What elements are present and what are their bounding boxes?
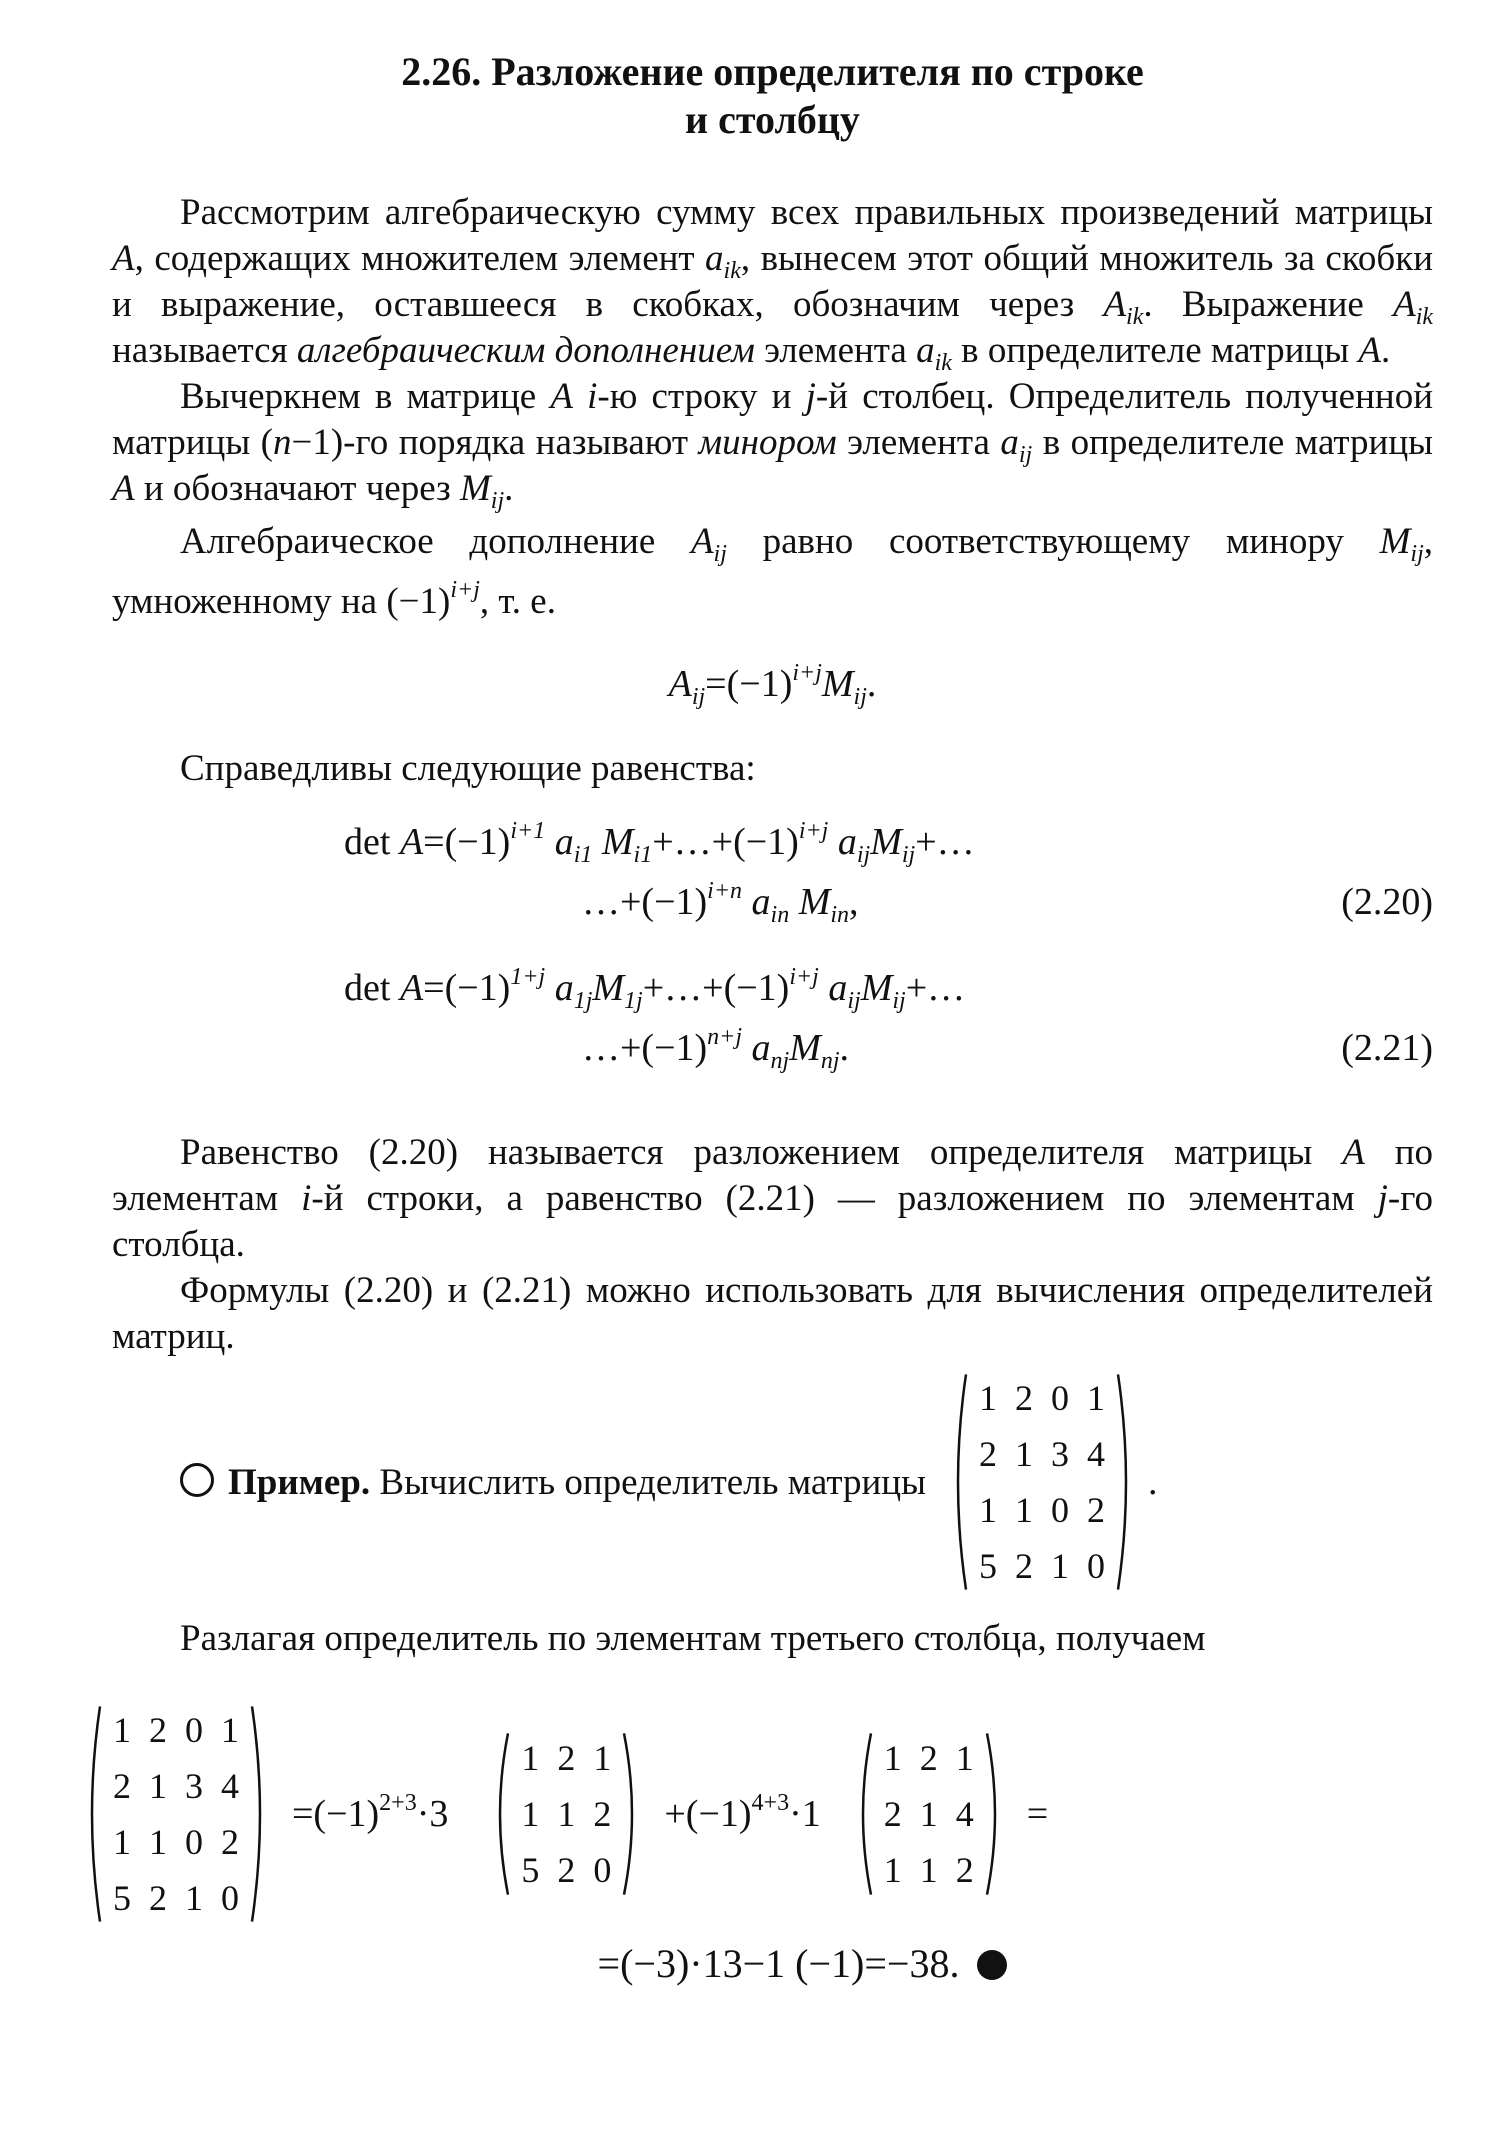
example-label: Пример. [228, 1461, 371, 1503]
example-row [112, 1370, 1433, 1594]
matrix-table [512, 1730, 620, 1898]
matrix-cell: 1 [1086, 1378, 1105, 1418]
matrix-cell: 2 [557, 1738, 576, 1778]
text: -й строки, а равенство (2.21) — разложением по элементам [311, 1178, 1378, 1219]
matrix-cell: 1 [978, 1378, 997, 1418]
term-algebraic-complement: алгебраическим дополнением [296, 330, 755, 371]
text: det [344, 821, 400, 863]
var-a: a [742, 881, 771, 923]
matrix-row [875, 1842, 983, 1898]
var-a: a [545, 967, 574, 1009]
text: ·1 [789, 1793, 821, 1835]
example-start-circle-icon [180, 1463, 214, 1497]
matrix-cell: 2 [1014, 1378, 1033, 1418]
var-M: M [459, 468, 491, 509]
eq-2-21-line1 [112, 966, 1433, 1026]
matrix-cell: 2 [221, 1822, 239, 1862]
matrix-table [875, 1730, 983, 1898]
matrix-cell: 1 [883, 1850, 902, 1890]
text: , умноженному на (−1) [112, 521, 1433, 622]
paragraph-third-column: Разлагая определитель по элементам третьего столбца, получаем [180, 1618, 1206, 1659]
var-A: A [399, 821, 424, 863]
text: =(−1) [423, 967, 511, 1009]
formula-aij [112, 660, 1433, 710]
subscript: 1j [624, 988, 643, 1014]
paragraph-usage: Формулы (2.20) и (2.21) можно использовать для вычисления определителей матриц. [112, 1270, 1433, 1357]
matrix-cell: 0 [185, 1822, 203, 1862]
matrix-cell: 1 [149, 1766, 167, 1806]
matrix-row [512, 1786, 620, 1842]
var-M: M [592, 967, 625, 1009]
matrix-row [970, 1370, 1114, 1426]
eq-content [344, 818, 975, 868]
var-M: M [789, 1027, 821, 1069]
subscript: 1j [573, 988, 593, 1014]
exponent: i+j [450, 577, 480, 603]
term-minor: минором [698, 422, 837, 463]
matrix-row [875, 1730, 983, 1786]
right-paren [1114, 1370, 1136, 1594]
text: +… [905, 967, 966, 1009]
var-i: i [301, 1178, 312, 1219]
text: +(−1) [664, 1793, 752, 1835]
text: det [344, 967, 400, 1009]
operator-term1 [292, 1792, 448, 1836]
var-A: A [1103, 284, 1127, 325]
subscript: ik [723, 258, 741, 284]
left-paren [853, 1730, 875, 1898]
matrix-cell: 4 [1086, 1434, 1105, 1474]
subscript: ik [1126, 304, 1144, 330]
example-statement [180, 1461, 926, 1504]
matrix-row [970, 1538, 1114, 1594]
section-title-text1: Разложение определителя по строке [491, 49, 1144, 94]
var-A: A [112, 468, 135, 509]
section-number: 2.26. [401, 49, 482, 94]
matrix-cell: 3 [1050, 1434, 1069, 1474]
text: …+(−1) [582, 1027, 708, 1069]
subscript: ij [892, 988, 906, 1014]
var-A: A [399, 967, 424, 1009]
matrix-cell: 5 [978, 1546, 997, 1586]
matrix-cell: 0 [1050, 1378, 1069, 1418]
text: Алгебраическое дополнение [180, 521, 691, 562]
section-title-line1 [112, 48, 1433, 96]
matrix-row [104, 1814, 248, 1870]
matrix-cell: 5 [521, 1850, 540, 1890]
paragraph-expansion-names [112, 1130, 1433, 1268]
text: +…+(−1) [642, 967, 790, 1009]
text: равно соответствующему минору [726, 521, 1380, 562]
text: . Выражение [1143, 284, 1394, 325]
matrix-cell: 1 [593, 1738, 612, 1778]
var-j: j [1377, 1178, 1388, 1219]
text: , [849, 881, 859, 923]
subscript: in [830, 902, 850, 928]
var-A: A [1358, 330, 1381, 371]
var-a: a [742, 1027, 771, 1069]
section-title-line2: и столбцу [685, 97, 860, 142]
matrix-4x4 [82, 1702, 270, 1926]
text: Вычеркнем в матрице [180, 376, 551, 417]
subscript: ij [1018, 442, 1033, 468]
var-A: A [112, 238, 135, 279]
var-A: A [550, 376, 573, 417]
var-a: a [545, 821, 574, 863]
text: =(−1) [423, 821, 511, 863]
matrix-cell: 1 [185, 1878, 203, 1918]
matrix-cell: 1 [521, 1738, 540, 1778]
operator-term2 [664, 1792, 820, 1836]
example-text: Вычислить определитель матрицы [370, 1461, 926, 1503]
text: по элементам [112, 1132, 1433, 1219]
matrix-table [104, 1702, 248, 1926]
matrix-table [970, 1370, 1114, 1594]
eq-2-21-line2 [112, 1026, 1433, 1086]
text: элемента [836, 422, 1001, 463]
matrix-cell: 1 [557, 1794, 576, 1834]
text: -ю строку и [597, 376, 806, 417]
subscript: i1 [573, 842, 593, 868]
text: -го столбца. [112, 1178, 1433, 1265]
eq-content [344, 964, 966, 1014]
var-M: M [860, 967, 893, 1009]
section-title [112, 48, 1433, 144]
matrix-cell: 1 [1050, 1546, 1069, 1586]
final-result [172, 1940, 1433, 1987]
text: в определителе матрицы [1032, 422, 1433, 463]
paragraph-algebraic-complement [112, 190, 1433, 374]
matrix-cell: 2 [919, 1738, 938, 1778]
matrix-row [104, 1870, 248, 1926]
var-a: a [828, 821, 857, 863]
exponent: i+j [798, 818, 829, 844]
exponent: i+1 [510, 818, 546, 844]
matrix-cell: 0 [593, 1850, 612, 1890]
matrix-cell: 4 [221, 1766, 239, 1806]
matrix-cell: 0 [185, 1710, 203, 1750]
matrix-cell: 5 [113, 1878, 131, 1918]
matrix-3x3-minor-a [490, 1730, 642, 1898]
matrix-cell: 2 [557, 1850, 576, 1890]
text: , вынесем этот общий множитель за скобки и выражение, оставшееся в скобках, обозначим через [112, 238, 1433, 325]
paragraph-relation [112, 512, 1433, 632]
subscript: ij [1410, 541, 1424, 567]
operator-equals: = [1026, 1793, 1049, 1835]
matrix-row [104, 1758, 248, 1814]
left-paren [948, 1370, 970, 1594]
matrix-cell: 1 [149, 1822, 167, 1862]
text: Рассмотрим алгебраическую сумму всех правильных произведений матрицы [180, 192, 1433, 233]
eq-2-20-line1 [112, 820, 1433, 880]
right-paren [248, 1702, 270, 1926]
text: элемента [754, 330, 917, 371]
matrix-cell: 2 [593, 1794, 612, 1834]
subscript: ij [490, 488, 505, 514]
matrix-cell: 0 [1086, 1546, 1105, 1586]
matrix-cell: 0 [221, 1878, 239, 1918]
matrix-cell: 2 [149, 1878, 167, 1918]
matrix-cell: 0 [1050, 1490, 1069, 1530]
matrix-cell: 1 [883, 1738, 902, 1778]
var-A: A [690, 521, 714, 562]
text: -й столбец. Определитель полученной матрицы ( [112, 376, 1433, 463]
matrix-cell: 1 [955, 1738, 974, 1778]
text: . [504, 468, 514, 509]
subscript: ij [856, 842, 871, 868]
example-end-dot-icon [977, 1950, 1007, 1980]
text: =(−1) [292, 1793, 380, 1835]
subscript: i1 [633, 842, 653, 868]
subscript: ij [713, 541, 727, 567]
matrix-cell: 2 [883, 1794, 902, 1834]
matrix-row [512, 1730, 620, 1786]
text: −1)-го порядка называют [291, 422, 699, 463]
left-paren [490, 1730, 512, 1898]
var-M: M [592, 821, 634, 863]
subscript: ik [1415, 304, 1434, 330]
eq-content [582, 878, 859, 928]
matrix-cell: 2 [1086, 1490, 1105, 1530]
text: Равенство (2.20) называется разложением определителя матрицы [180, 1132, 1343, 1173]
text: =(−1) [705, 663, 793, 705]
subscript: ij [691, 684, 706, 710]
matrix-cell: 1 [221, 1710, 239, 1750]
var-a: a [1000, 422, 1019, 463]
text: …+(−1) [582, 881, 708, 923]
matrix-row [970, 1426, 1114, 1482]
right-paren [983, 1730, 1005, 1898]
left-paren [82, 1702, 104, 1926]
matrix-row [970, 1482, 1114, 1538]
text: , т. е. [479, 581, 556, 622]
matrix-cell: 1 [919, 1850, 938, 1890]
var-A: A [1342, 1132, 1365, 1173]
text: . [839, 1027, 850, 1069]
var-M: M [870, 821, 902, 863]
text: ·3 [416, 1793, 449, 1835]
exponent: 2+3 [379, 1790, 417, 1816]
exponent: 4+3 [751, 1790, 790, 1816]
var-i: i [587, 376, 598, 417]
matrix-cell: 2 [113, 1766, 131, 1806]
text: называется [112, 330, 297, 371]
text: . [1380, 330, 1391, 371]
text: в определителе матрицы [951, 330, 1359, 371]
matrix-3x3-minor-b [853, 1730, 1005, 1898]
matrix-cell: 4 [955, 1794, 974, 1834]
matrix-row [104, 1702, 248, 1758]
subscript: ik [934, 350, 952, 376]
matrix-cell: 1 [1014, 1490, 1033, 1530]
matrix-row [875, 1786, 983, 1842]
eq-2-20-line2 [112, 880, 1433, 940]
matrix-cell: 2 [149, 1710, 167, 1750]
matrix-cell: 1 [113, 1822, 131, 1862]
var-n: n [272, 422, 292, 463]
equation-number-2-20: (2.20) [1341, 881, 1433, 923]
expansion-row [82, 1702, 1433, 1926]
right-paren [620, 1730, 642, 1898]
paragraph-minor [112, 374, 1433, 512]
subscript: ij [853, 684, 867, 710]
text: . [866, 663, 877, 705]
matrix-cell: 1 [978, 1490, 997, 1530]
var-M: M [1379, 521, 1411, 562]
var-A: A [1393, 284, 1416, 325]
exponent: i+j [789, 964, 819, 990]
text: +… [915, 821, 975, 863]
matrix-cell: 2 [978, 1434, 997, 1474]
matrix-cell: 1 [113, 1710, 131, 1750]
text: +…+(−1) [652, 821, 799, 863]
matrix-row [512, 1842, 620, 1898]
matrix-4x4 [948, 1370, 1136, 1594]
exponent: i+n [707, 878, 743, 904]
var-M: M [789, 881, 831, 923]
var-a: a [818, 967, 848, 1009]
subscript: ij [847, 988, 861, 1014]
subscript: nj [770, 1048, 790, 1074]
result-text: =(−3)·13−1 (−1)=−38. [597, 1941, 960, 1986]
exponent: n+j [707, 1024, 743, 1050]
exponent: i+j [792, 660, 822, 686]
var-M: M [821, 663, 854, 705]
equation-number-2-21: (2.21) [1341, 1027, 1433, 1069]
matrix-cell: 1 [919, 1794, 938, 1834]
subscript: ij [901, 842, 916, 868]
var-j: j [805, 376, 816, 417]
text: , содержащих множителем элемент [134, 238, 706, 279]
matrix-cell: 2 [955, 1850, 974, 1890]
matrix-cell: 1 [1014, 1434, 1033, 1474]
matrix-cell: 3 [185, 1766, 203, 1806]
text: и обозначают через [134, 468, 460, 509]
subscript: nj [820, 1048, 840, 1074]
exponent: 1+j [510, 964, 546, 990]
var-A: A [668, 663, 692, 705]
paragraph-equalities-intro: Справедливы следующие равенства: [180, 748, 756, 789]
text: . [1147, 1461, 1158, 1503]
var-a: a [705, 238, 724, 279]
matrix-cell: 1 [521, 1794, 540, 1834]
var-a: a [916, 330, 935, 371]
matrix-cell: 2 [1014, 1546, 1033, 1586]
subscript: in [770, 902, 790, 928]
eq-content [582, 1024, 850, 1074]
